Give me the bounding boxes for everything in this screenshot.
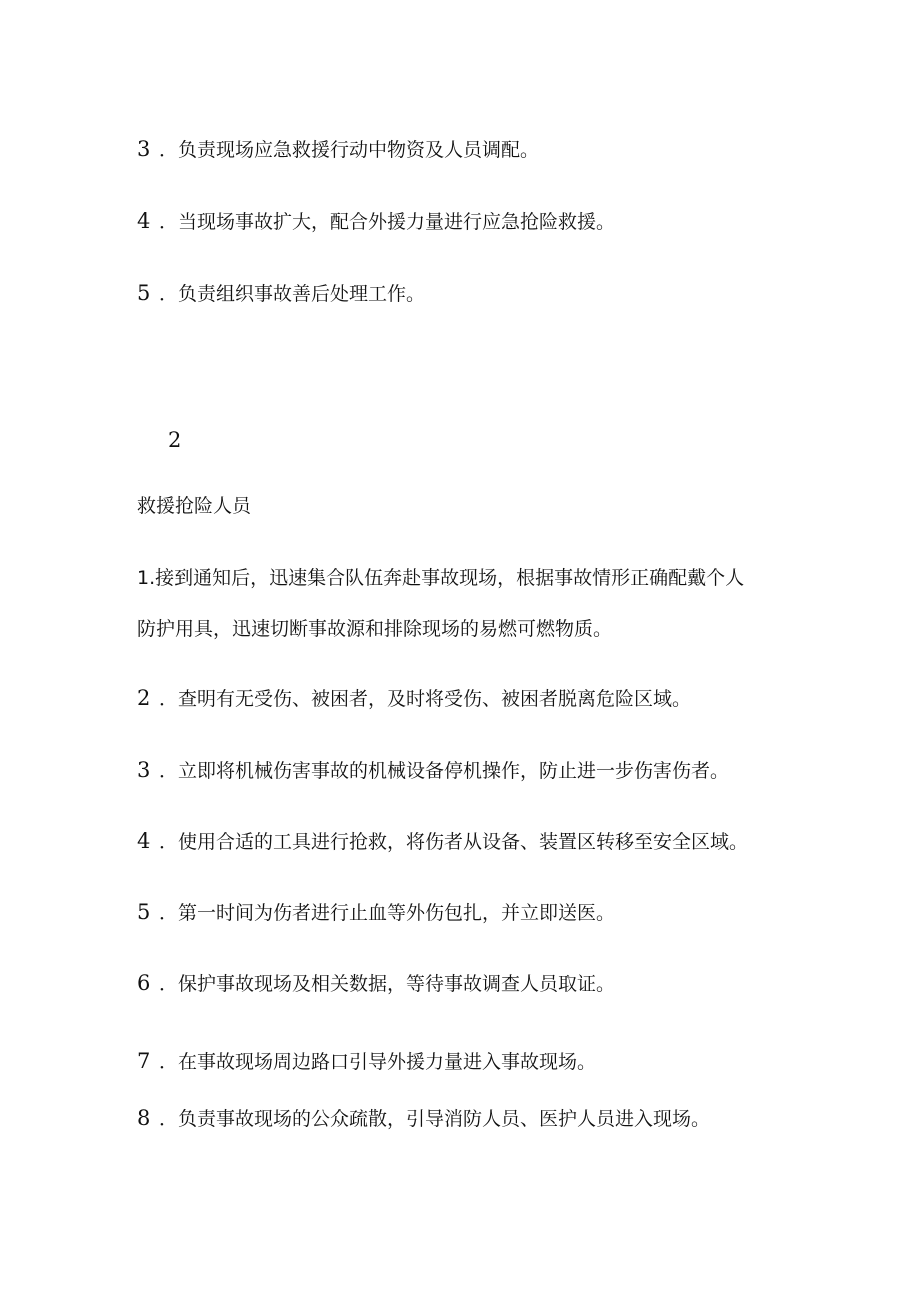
list-item	[137, 209, 615, 234]
item-number: 5	[137, 900, 151, 924]
item-text: ．当现场事故扩大，配合外援力量进行应急抢险救援。	[159, 211, 616, 233]
list-item	[137, 758, 729, 783]
item-number: 5	[137, 281, 151, 305]
paragraph-line: 1.接到通知后，迅速集合队伍奔赴事故现场，根据事故情形正确配戴个人	[137, 567, 745, 589]
item-text: ．查明有无受伤、被困者，及时将受伤、被困者脱离危险区域。	[159, 688, 692, 710]
item-text: ．使用合适的工具进行抢救，将伤者从设备、装置区转移至安全区域。	[159, 831, 749, 853]
item-text: ．负责组织事故善后处理工作。	[159, 283, 426, 305]
item-text: ．在事故现场周边路口引导外援力量进入事故现场。	[159, 1051, 597, 1073]
item-number: 7	[137, 1049, 151, 1073]
item-text: ．负责现场应急救援行动中物资及人员调配。	[159, 139, 540, 161]
item-number: 2	[137, 686, 151, 710]
list-item	[137, 686, 691, 711]
item-text: ．立即将机械伤害事故的机械设备停机操作，防止进一步伤害伤者。	[159, 760, 730, 782]
item-number: 6	[137, 971, 151, 995]
list-item	[137, 1106, 710, 1131]
section-title: 救援抢险人员	[137, 495, 252, 517]
item-text: ．负责事故现场的公众疏散，引导消防人员、医护人员进入现场。	[159, 1108, 711, 1130]
list-item	[137, 900, 615, 925]
item-number: 4	[137, 209, 151, 233]
list-item	[137, 829, 748, 854]
list-item	[137, 281, 425, 306]
paragraph-line: 防护用具，迅速切断事故源和排除现场的易燃可燃物质。	[137, 618, 613, 640]
item-number: 3	[137, 137, 151, 161]
item-number: 4	[137, 829, 151, 853]
item-number: 3	[137, 758, 151, 782]
item-number: 8	[137, 1106, 151, 1130]
list-item	[137, 137, 539, 162]
section-number: 2	[168, 428, 182, 452]
item-text: ．第一时间为伤者进行止血等外伤包扎，并立即送医。	[159, 902, 616, 924]
list-item	[137, 1049, 596, 1074]
item-text: ．保护事故现场及相关数据，等待事故调查人员取证。	[159, 973, 616, 995]
list-item	[137, 971, 615, 996]
